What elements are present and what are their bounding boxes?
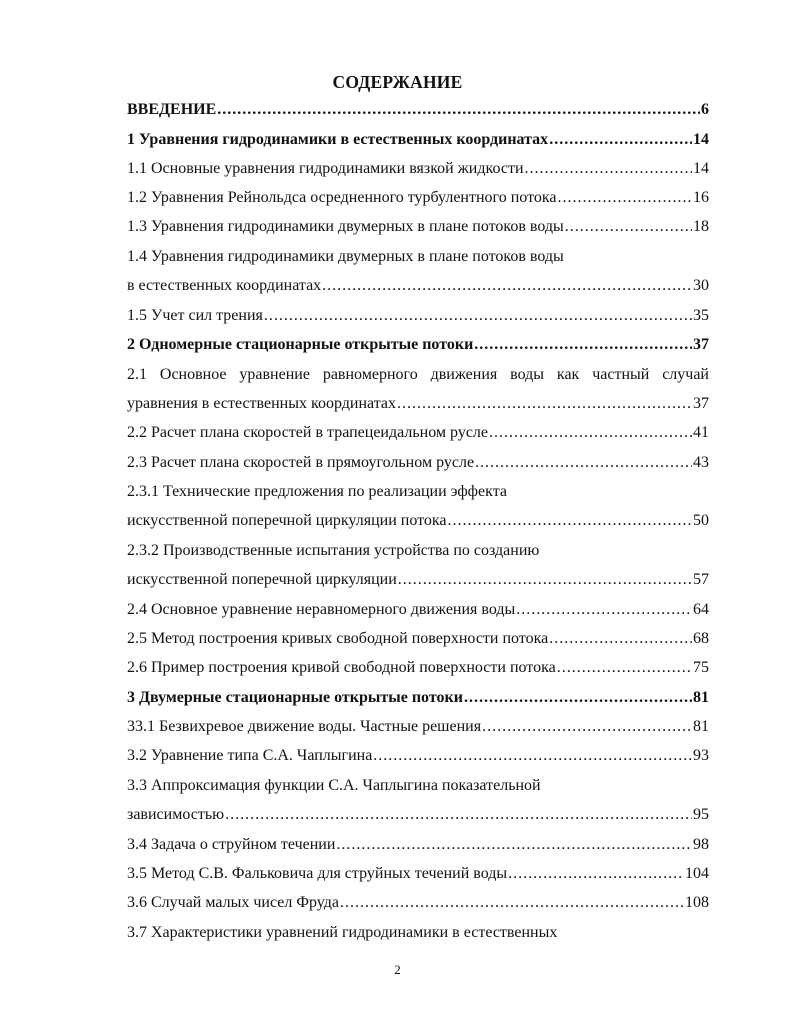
dot-leader	[549, 627, 692, 651]
toc-label: 1.3 Уравнения гидродинамики двумерных в плане потоков воды	[127, 218, 564, 235]
toc-label: 1.4 Уравнения гидродинамики двумерных в плане потоков воды	[127, 248, 564, 265]
toc-label: 3.7 Характеристики уравнений гидродинамики в естественных	[127, 924, 558, 941]
toc-entry-2-1-line2	[127, 392, 709, 416]
toc-page-number: 95	[693, 806, 709, 823]
toc-label: 2.2 Расчет плана скоростей в трапецеидальном русле	[127, 424, 488, 441]
dot-leader	[225, 803, 692, 827]
toc-label: искусственной поперечной циркуляции	[127, 571, 397, 588]
toc-entry-1-4-line2	[127, 274, 709, 298]
toc-page-number: 81	[693, 689, 709, 706]
dot-leader	[264, 304, 692, 328]
toc-entry-3-6	[127, 891, 709, 915]
dot-leader	[489, 421, 692, 445]
dot-leader	[516, 598, 692, 622]
dot-leader	[508, 862, 684, 886]
toc-page-number: 14	[693, 160, 709, 177]
toc-entry-1-3	[127, 215, 709, 239]
toc-label: в естественных координатах	[127, 277, 322, 294]
toc-label: 2.3.1 Технические предложения по реализации эффекта	[127, 483, 507, 500]
toc-page-number: 68	[693, 630, 709, 647]
toc-page-number: 104	[685, 865, 709, 882]
toc-label: 3.2 Уравнение типа С.А. Чаплыгина	[127, 747, 373, 764]
toc-entry-2-1-line1	[127, 363, 709, 387]
toc-label: 1.2 Уравнения Рейнольдса осредненного турбулентного потока	[127, 189, 557, 206]
toc-page-number: 6	[701, 101, 709, 118]
dot-leader	[322, 274, 692, 298]
toc-label: 3.6 Случай малых чисел Фруда	[127, 894, 340, 911]
toc-page-number: 14	[693, 131, 709, 148]
toc-page-number: 30	[693, 277, 709, 294]
dot-leader	[464, 686, 692, 710]
toc-entry-3-2	[127, 744, 709, 768]
dot-leader	[475, 451, 692, 475]
dot-leader	[217, 98, 700, 122]
page-number: 2	[394, 962, 401, 977]
toc-page-number: 93	[693, 747, 709, 764]
dot-leader	[557, 186, 692, 210]
toc-page-number: 81	[693, 718, 709, 735]
toc-page-number: 16	[693, 189, 709, 206]
toc-entry-chapter-1	[127, 128, 709, 152]
toc-page-number: 43	[693, 454, 709, 471]
toc-page-number: 50	[693, 512, 709, 529]
dot-leader	[482, 715, 692, 739]
toc-entry-3-4	[127, 833, 709, 857]
toc-label: 1 Уравнения гидродинамики в естественных координатах	[127, 131, 549, 148]
toc-label: 2 Одномерные стационарные открытые потоки	[127, 336, 474, 353]
dot-leader	[398, 568, 692, 592]
page-title: СОДЕРЖАНИЕ	[332, 72, 463, 92]
toc-label: 33.1 Безвихревое движение воды. Частные решения	[127, 718, 482, 735]
toc-label: уравнения в естественных координатах	[127, 395, 396, 412]
toc-label: 1.1 Основные уравнения гидродинамики вязкой жидкости	[127, 160, 524, 177]
toc-entry-2-3-2-line1	[127, 539, 709, 563]
toc-entry-2-6	[127, 656, 709, 680]
toc-page-number: 37	[693, 395, 709, 412]
dot-leader	[565, 215, 692, 239]
dot-leader	[557, 656, 692, 680]
toc-label: 3.3 Аппроксимация функции С.А. Чаплыгина показательной	[127, 777, 541, 794]
toc-entry-1-5	[127, 304, 709, 328]
toc-label: 3.4 Задача о струйном течении	[127, 836, 336, 853]
toc-page-number: 18	[693, 218, 709, 235]
toc-label: 2.5 Метод построения кривых свободной поверхности потока	[127, 630, 549, 647]
toc-label: ВВЕДЕНИЕ	[127, 101, 217, 118]
toc-label: 2.4 Основное уравнение неравномерного движения воды	[127, 601, 516, 618]
dot-leader	[336, 833, 692, 857]
toc-entry-3-3-line1	[127, 774, 709, 798]
dot-leader	[448, 509, 692, 533]
toc-entry-2-3-1-line1	[127, 480, 709, 504]
toc-entry-chapter-3	[127, 686, 709, 710]
toc-label: искусственной поперечной циркуляции потока	[127, 512, 447, 529]
toc-page-number: 35	[693, 307, 709, 324]
toc-entry-2-3	[127, 451, 709, 475]
toc-entry-2-4	[127, 598, 709, 622]
toc-entry-2-3-1-line2	[127, 509, 709, 533]
toc-entry-3-7-line1	[127, 921, 709, 945]
dot-leader	[397, 392, 692, 416]
toc-page-number: 75	[693, 659, 709, 676]
toc-entry-3-5	[127, 862, 709, 886]
toc-label: 2.1 Основное уравнение равномерного движения воды как частный случай	[127, 366, 709, 383]
toc-entry-2-5	[127, 627, 709, 651]
toc-label: 2.3 Расчет плана скоростей в прямоугольном русле	[127, 454, 475, 471]
toc-page-number: 57	[693, 571, 709, 588]
toc-page-number: 37	[693, 336, 709, 353]
toc-page-number: 108	[685, 894, 709, 911]
toc-entry-2-3-2-line2	[127, 568, 709, 592]
toc-entry-2-2	[127, 421, 709, 445]
toc-page-number: 41	[693, 424, 709, 441]
dot-leader	[373, 744, 692, 768]
toc-entry-1-4-line1	[127, 245, 709, 269]
toc-entry-intro	[127, 98, 709, 122]
toc-entry-chapter-2	[127, 333, 709, 357]
toc-entry-3-3-line2	[127, 803, 709, 827]
dot-leader	[525, 157, 692, 181]
toc-label: зависимостью	[127, 806, 225, 823]
toc-label: 2.3.2 Производственные испытания устройства по созданию	[127, 542, 540, 559]
toc-entry-3-1	[127, 715, 709, 739]
toc-page-number: 64	[693, 601, 709, 618]
dot-leader	[474, 333, 692, 357]
toc-label: 2.6 Пример построения кривой свободной поверхности потока	[127, 659, 556, 676]
toc-label: 3 Двумерные стационарные открытые потоки	[127, 689, 463, 706]
dot-leader	[549, 128, 692, 152]
toc-page-number: 98	[693, 836, 709, 853]
toc-entry-1-1	[127, 157, 709, 181]
toc-entry-1-2	[127, 186, 709, 210]
dot-leader	[340, 891, 684, 915]
toc-label: 3.5 Метод С.В. Фальковича для струйных течений воды	[127, 865, 508, 882]
toc-label: 1.5 Учет сил трения	[127, 307, 263, 324]
